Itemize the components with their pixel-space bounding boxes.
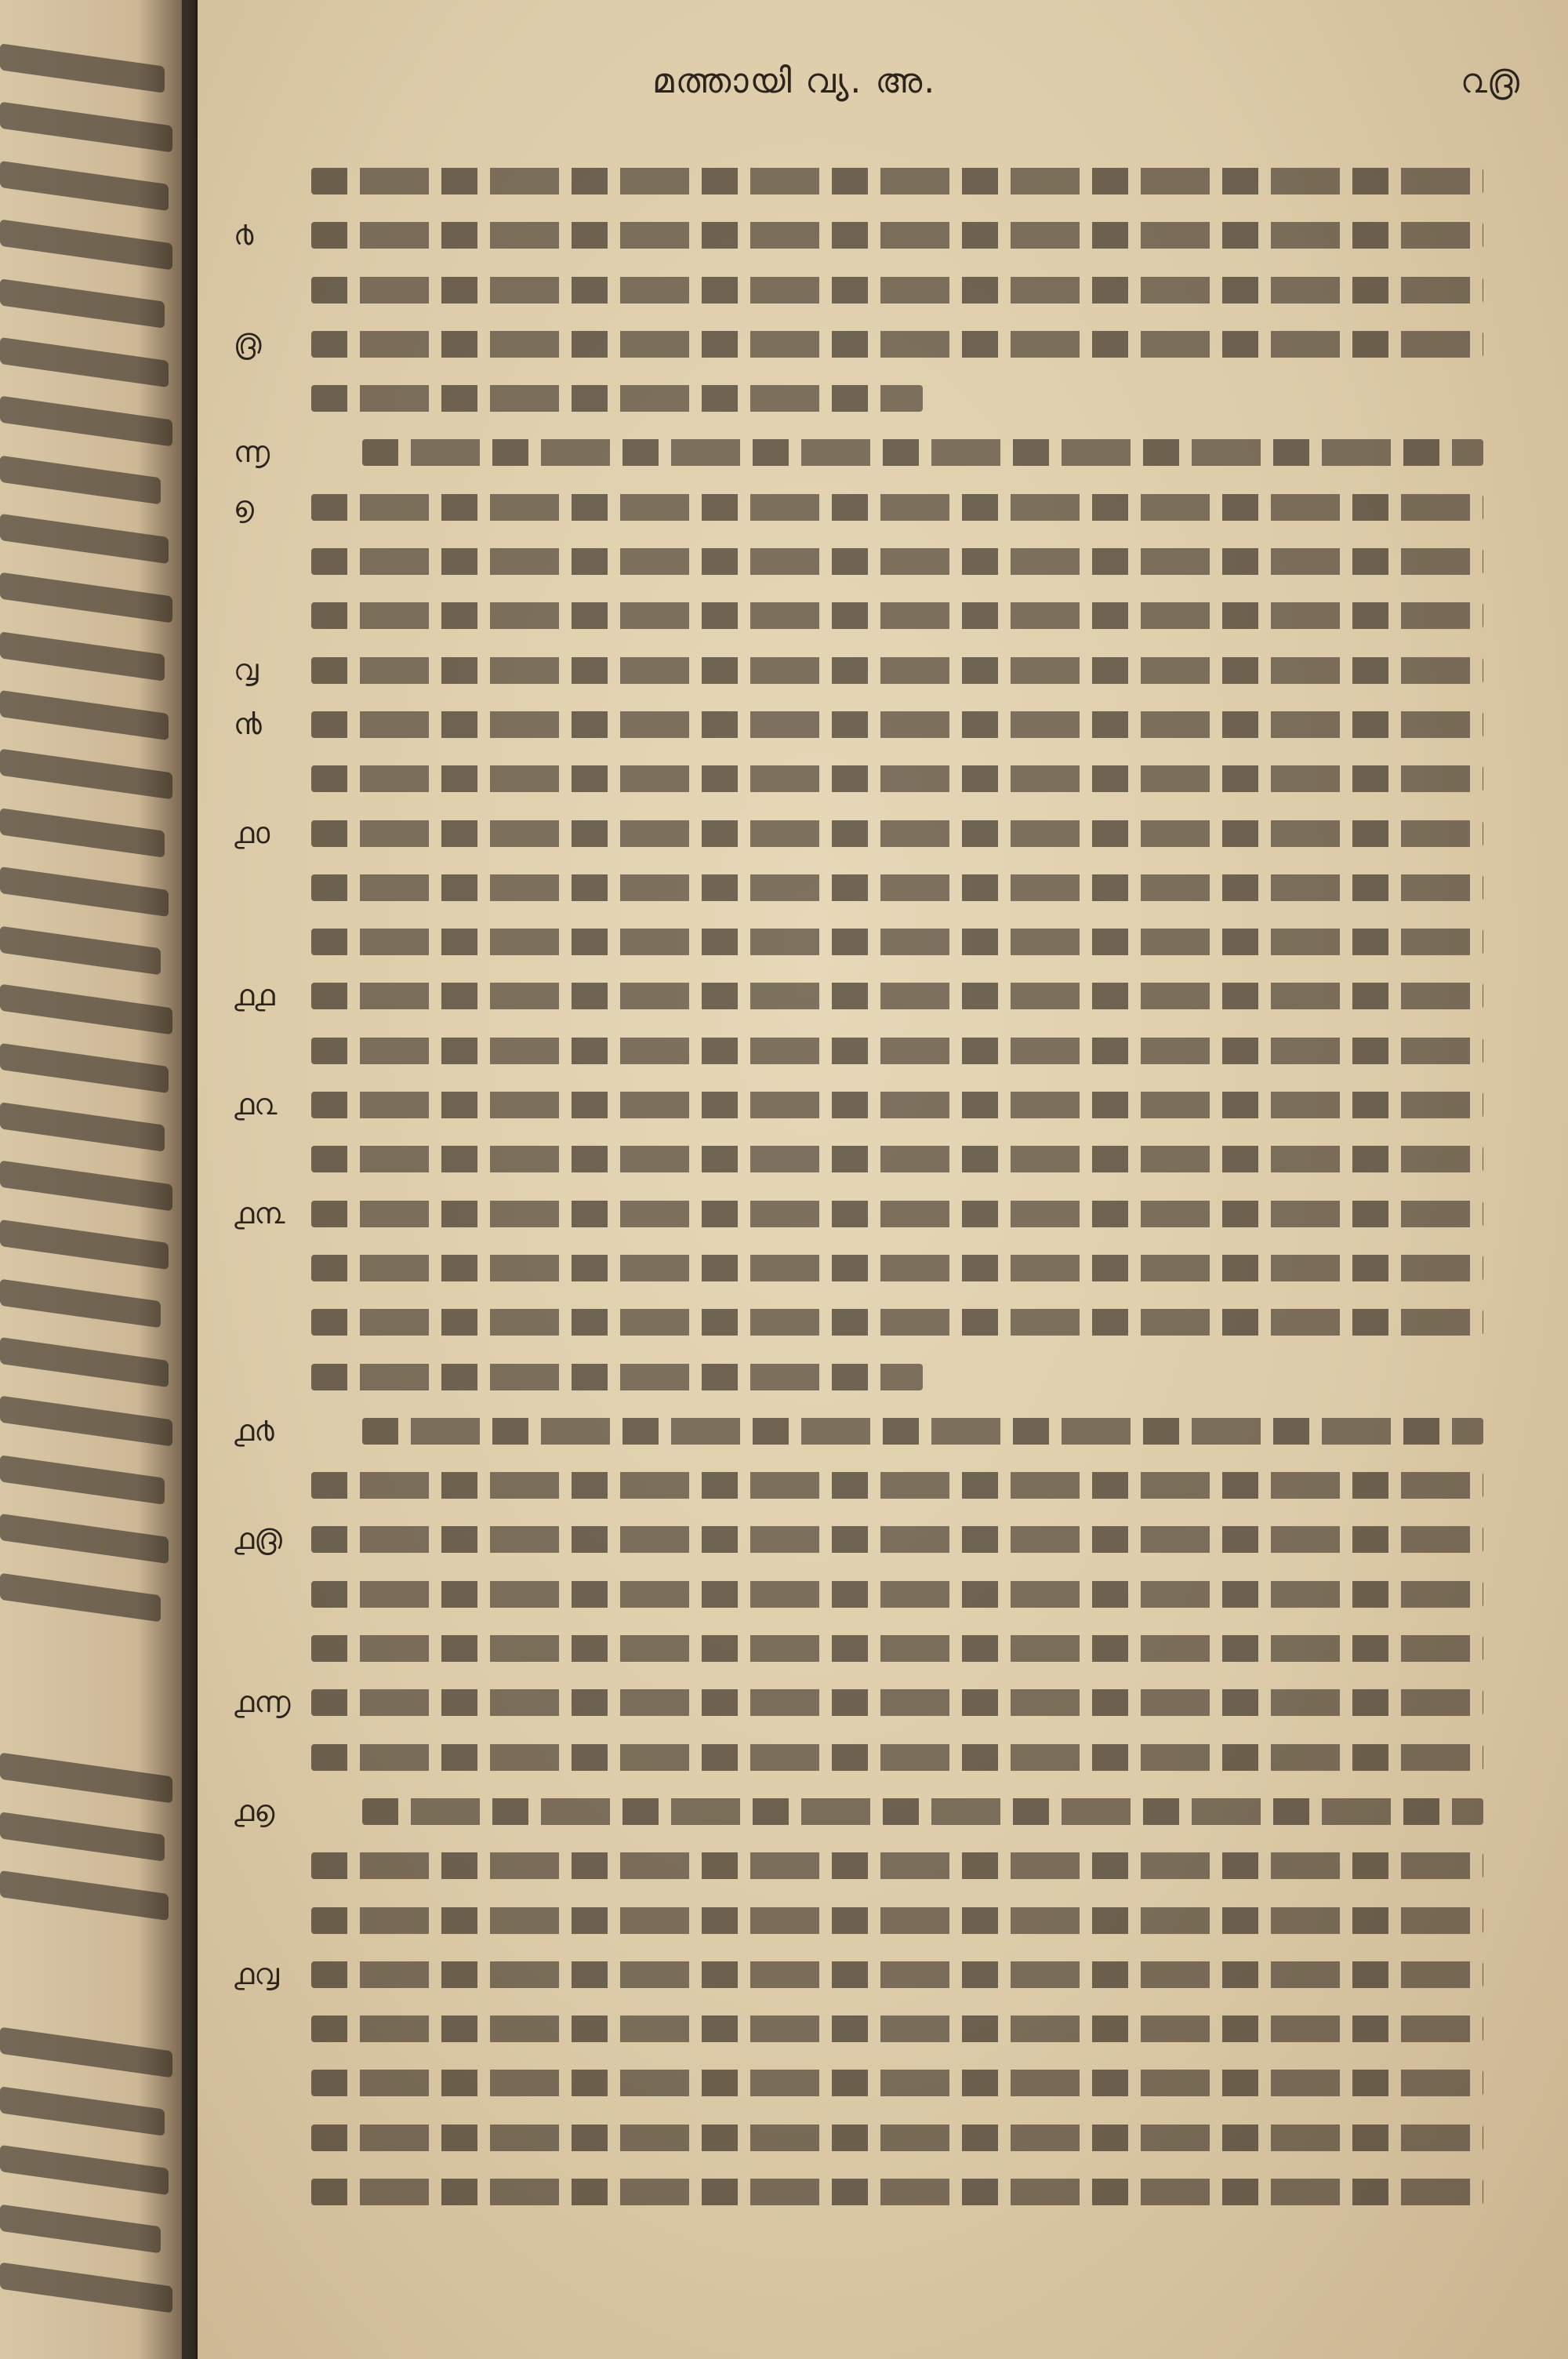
verse-number: ൮ [234,652,259,687]
text-line-placeholder [311,1038,1483,1064]
text-line [198,1135,1568,1189]
text-line-placeholder [311,820,1483,847]
text-line [198,1027,1568,1081]
text-line-placeholder [311,929,1483,955]
text-line [198,1461,1568,1515]
page-body [198,157,1568,2222]
text-line-placeholder [311,1852,1483,1879]
verse-number: ൭ [234,489,254,524]
facing-page-text-line [0,1337,169,1387]
text-line-placeholder [311,1364,923,1390]
text-line [198,646,1568,700]
text-line [198,2005,1568,2059]
facing-page-text-line [0,1573,161,1623]
facing-page-text-line [0,1870,169,1921]
text-line-placeholder [311,1092,1483,1118]
verse-number: ൧൧ [234,978,275,1013]
facing-page-text-line [0,1161,172,1212]
text-line [198,809,1568,863]
text-line-placeholder [311,1309,1483,1336]
text-line-placeholder [311,1201,1483,1227]
text-line-placeholder [311,494,1483,521]
page-header [198,61,1568,124]
text-line [198,1678,1568,1732]
facing-page-text-line [0,1396,172,1447]
facing-page-text-line [0,2086,165,2136]
facing-page-text-line [0,926,161,976]
text-line-placeholder [311,1255,1483,1281]
text-line-placeholder [311,1961,1483,1988]
facing-page-text-line [0,2145,169,2195]
facing-page-text-line [0,2027,172,2078]
facing-page-text-line [0,337,169,387]
text-line [198,266,1568,320]
text-line-placeholder [311,874,1483,901]
text-line [198,2114,1568,2168]
facing-page-text-line [0,1043,169,1093]
facing-page-text-line [0,1455,165,1505]
book-page [198,0,1568,2359]
text-line-placeholder [362,439,1483,466]
verse-number: ൪ [234,217,254,253]
text-line-placeholder [311,2070,1483,2096]
verse-number: ൧൩ [234,1195,285,1230]
text-line [198,1515,1568,1569]
facing-page-text-line [0,43,165,93]
text-line-placeholder [311,277,1483,304]
text-line [198,537,1568,591]
facing-page-text-line [0,2205,161,2254]
facing-page-text-line [0,220,172,271]
text-line [198,918,1568,972]
text-line [198,1353,1568,1407]
text-line [198,428,1568,482]
text-line [198,2168,1568,2222]
text-line [198,211,1568,265]
verse-number: ൧൫ [234,1521,282,1557]
text-line [198,1896,1568,1950]
text-line-placeholder [311,765,1483,792]
verse-number: ൧൦ [234,815,270,850]
text-line [198,2059,1568,2113]
text-line-placeholder [311,602,1483,629]
facing-page-text-line [0,690,169,740]
text-line [198,1407,1568,1461]
text-line [198,1624,1568,1678]
text-line-placeholder [362,1418,1483,1445]
text-line [198,863,1568,918]
text-line-placeholder [362,1798,1483,1825]
text-line-placeholder [311,1472,1483,1499]
text-line [198,1244,1568,1298]
verse-number: ൧൪ [234,1412,274,1448]
facing-page-text-line [0,1102,165,1152]
verse-number: ൬ [234,434,270,470]
text-line-placeholder [311,1907,1483,1934]
facing-page-text-line [0,161,169,211]
text-line-placeholder [311,711,1483,738]
verse-number: ൧൨ [234,1087,278,1122]
facing-page-text-line [0,749,172,800]
text-line-placeholder [311,1581,1483,1608]
text-line [198,1787,1568,1841]
text-line [198,483,1568,537]
facing-page-text-line [0,1514,169,1564]
facing-page-text-line [0,631,165,682]
facing-page-edge [0,0,196,2359]
facing-page-text-line [0,396,172,447]
facing-page-text-line [0,278,165,329]
text-line [198,754,1568,809]
text-line [198,1570,1568,1624]
text-line [198,157,1568,211]
facing-page-text-line [0,2263,172,2314]
facing-page-text-line [0,1279,161,1329]
text-line-placeholder [311,168,1483,194]
text-line-placeholder [311,385,923,412]
facing-page-text-line [0,1753,172,1804]
text-line [198,1081,1568,1135]
facing-page-text-line [0,984,172,1035]
verse-number: ൧൬ [234,1685,291,1720]
text-line [198,591,1568,645]
text-line-placeholder [311,1526,1483,1553]
facing-page-text-line [0,1219,169,1270]
verse-number: ൧൮ [234,1956,279,1991]
text-line-placeholder [311,2179,1483,2205]
text-line-placeholder [311,657,1483,684]
text-line-placeholder [311,1744,1483,1771]
text-line-placeholder [311,1635,1483,1662]
text-line [198,320,1568,374]
text-line [198,1950,1568,2005]
text-line-placeholder [311,2125,1483,2151]
page-number: ൨൫ [1461,61,1519,101]
facing-page-text-line [0,456,161,505]
text-line-placeholder [311,983,1483,1009]
verse-number: ൫ [234,325,262,361]
text-line [198,374,1568,428]
text-line-placeholder [311,548,1483,575]
facing-page-text-line [0,1812,165,1862]
verse-number: ൯ [234,706,262,741]
facing-page-text-line [0,572,172,623]
facing-page-text-line [0,867,169,917]
text-line [198,700,1568,754]
verse-number: ൧൭ [234,1793,275,1828]
text-line-placeholder [311,1689,1483,1716]
text-line-placeholder [311,222,1483,249]
facing-page-text-line [0,808,165,858]
text-line [198,972,1568,1026]
text-line [198,1298,1568,1352]
facing-page-text-line [0,102,172,153]
text-line [198,1841,1568,1896]
text-line [198,1190,1568,1244]
text-line-placeholder [311,331,1483,358]
text-line-placeholder [311,1146,1483,1172]
running-title: മത്തായി വ്യ. അ. [652,61,937,101]
text-line-placeholder [311,2016,1483,2042]
facing-page-text-line [0,514,169,564]
text-line [198,1733,1568,1787]
